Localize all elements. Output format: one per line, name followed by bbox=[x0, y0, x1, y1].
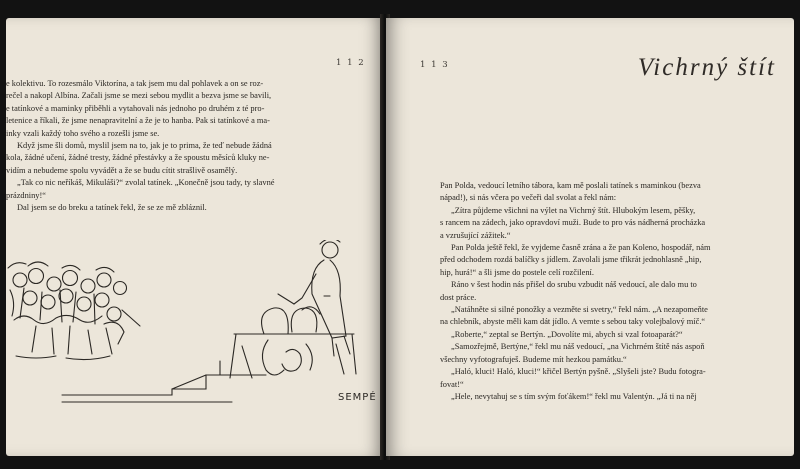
children-crowd bbox=[8, 262, 140, 360]
text-line: před odchodem rozdá balíčky s jídlem. Zavolali jsme třikrát jednohlasně „hip, bbox=[440, 255, 702, 265]
text-line: fovat!“ bbox=[440, 379, 464, 389]
page-number-left: 1 1 2 bbox=[336, 58, 366, 68]
text-line: kola, žádné učení, žádné tresty, žádné přestávky a že spoustu měsíců kluky ne- bbox=[6, 153, 270, 163]
text-line: letenice a říkali, že jsme nenapravitelní a že je to hanba. Pak si tatínkové a ma- bbox=[6, 116, 270, 126]
text-line: dost práce. bbox=[440, 292, 477, 302]
text-line: rečel a nakopl Albína. Začali jsme se mezi sebou mydlit a bezva jsme se bavili, bbox=[6, 91, 272, 101]
text-line: „Tak co nic neříkáš, Mikuláši?“ zvolal tatínek. „Konečně jsou tady, ty slavné bbox=[17, 178, 275, 188]
text-line: „Natáhněte si silné ponožky a vezměte si svetry,“ řekl nám. „A nezapomeňte bbox=[451, 305, 708, 315]
text-line: prázdniny!“ bbox=[6, 190, 46, 200]
text-line: „Roberte,“ zeptal se Bertýn. „Dovolíte mi, abych si vzal fotoaparát?“ bbox=[451, 329, 683, 339]
illustration-signature: SEMPÉ bbox=[338, 392, 377, 403]
text-line: na chlebník, abyste měli kam dát jídlo. A vemte s sebou taky volejbalový míč.“ bbox=[440, 317, 706, 327]
text-line: e tatínkové a maminky přiběhli a vytahovali nás jednoho po druhém z té pro- bbox=[6, 103, 265, 113]
text-line: „Zítra půjdeme všichni na výlet na Vichrný štít. Hlubokým lesem, pěšky, bbox=[451, 205, 696, 215]
text-line: „Samozřejmě, Bertýne,“ řekl mu náš vedoucí, „na Vichrném štítě nás aspoň bbox=[451, 342, 705, 352]
text-line: Pan Polda ještě řekl, že vyjdeme časně zrána a že pan Koleno, hospodář, nám bbox=[451, 243, 711, 253]
text-line: nápad!), si nás včera po večeři dal svolat a řekl nám: bbox=[440, 193, 617, 203]
left-page bbox=[6, 18, 384, 456]
text-line: Ráno v šest hodin nás přišel do srubu vzbudit náš vedoucí, ale dalo mu to bbox=[451, 280, 697, 290]
text-line: vidím a nebudeme spolu vyvádět a že se budu cítit strašlivě osamělý. bbox=[6, 165, 238, 175]
left-page-text bbox=[6, 78, 378, 214]
sempe-illustration bbox=[6, 240, 384, 415]
right-page bbox=[386, 18, 794, 456]
platform bbox=[62, 361, 266, 395]
text-line: s rancem na zádech, jako opravdoví muži. Bude to pro vás nádherná procházka bbox=[440, 218, 706, 228]
teacher-figure bbox=[278, 240, 350, 356]
text-line: Dal jsem se do breku a tatínek řekl, že se ze mě zbláznil. bbox=[17, 203, 207, 213]
text-line: „Hele, nevytahuj se s tím svým foťákem!“ řekl mu Valentýn. „Já ti na něj bbox=[451, 391, 697, 401]
page-number-right: 1 1 3 bbox=[420, 60, 450, 70]
right-page-text bbox=[440, 180, 788, 403]
text-line: e kolektivu. To rozesmálo Viktorína, a tak jsem mu dal pohlavek a on se roz- bbox=[6, 79, 264, 88]
text-line: hip, hurá!“ a šli jsme do postele celí rozčilení. bbox=[440, 267, 594, 277]
text-line: Pan Polda, vedoucí letního tábora, kam mě poslali tatínek s maminkou (bezva bbox=[440, 181, 701, 190]
text-line: „Haló, kluci! Haló, kluci!“ křičel Bertýn pyšně. „Slyšeli jste? Budu fotogra- bbox=[451, 367, 706, 377]
text-line: inky vzali každý toho svého a rozešli jsme se. bbox=[6, 128, 160, 138]
prizes bbox=[262, 307, 320, 375]
text-line: všechny vyfotografuješ. Budeme mít hezkou památku.“ bbox=[440, 354, 627, 364]
chapter-title: Vichrný štít bbox=[637, 54, 776, 81]
text-line: Když jsme šli domů, myslil jsem na to, jak je to prima, že teď nebude žádná bbox=[17, 141, 272, 151]
text-line: a vzrušující zážitek.“ bbox=[440, 230, 511, 240]
